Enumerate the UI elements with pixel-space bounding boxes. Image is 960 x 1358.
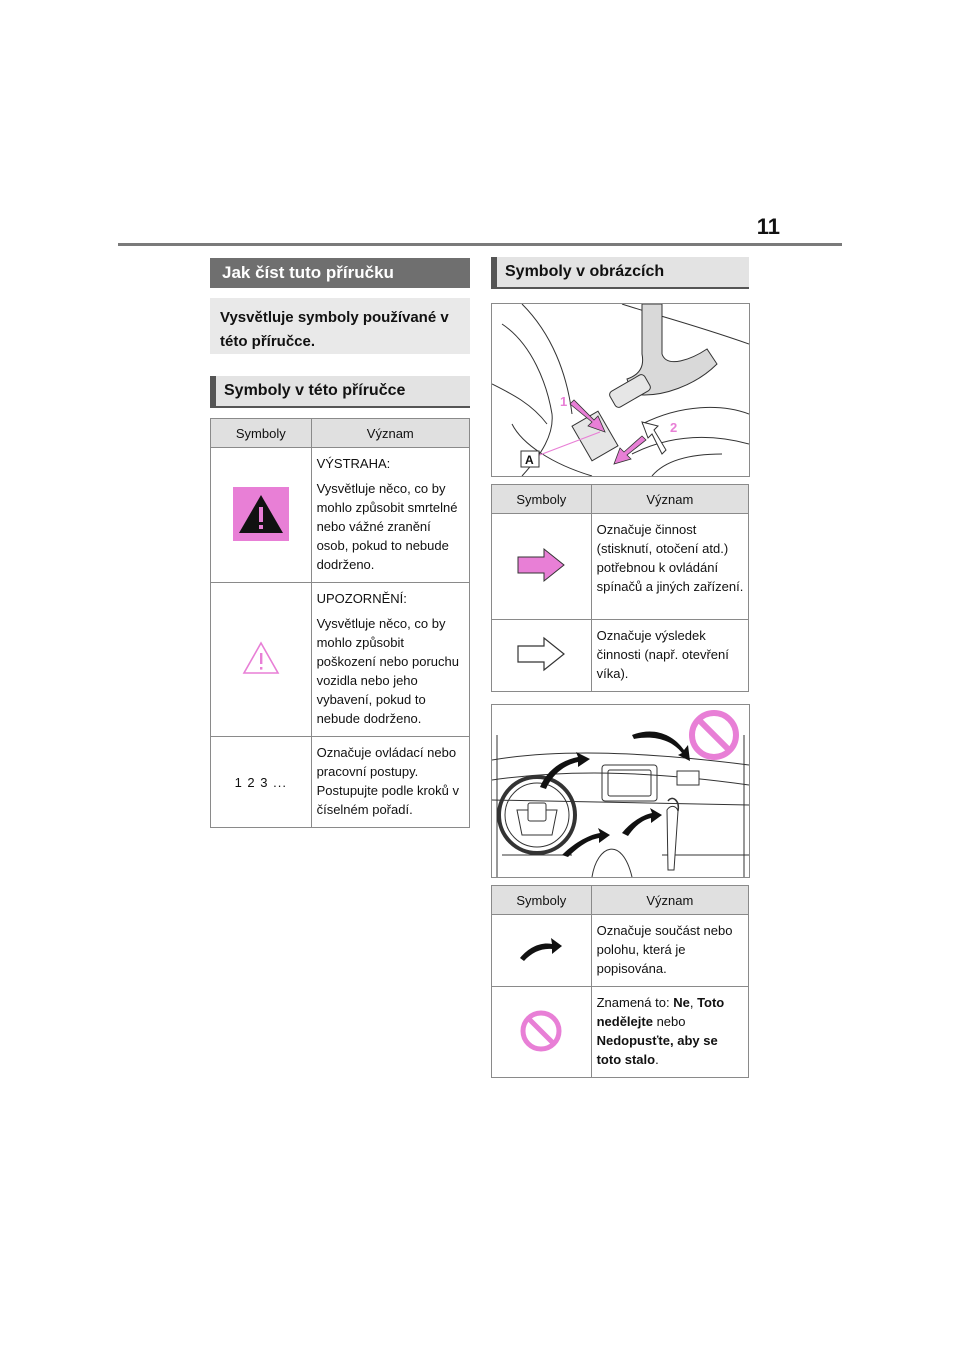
seatbelt-drawing bbox=[492, 304, 749, 476]
section-heading-symbols: Symboly v této příručce bbox=[210, 376, 470, 406]
row-text: Vysvětluje něco, co by mohlo způsobit smrtelné nebo vážné zranění osob, pokud to nebude dodrženo. bbox=[316, 481, 458, 572]
dashboard-illustration bbox=[491, 704, 750, 878]
prohibition-sep-1: , bbox=[689, 995, 698, 1010]
table-row bbox=[211, 448, 470, 583]
col-symbol-header: Symboly bbox=[492, 485, 592, 514]
label-1: 1 bbox=[560, 394, 568, 409]
prohibition-bold-1: Ne bbox=[673, 995, 690, 1010]
step-numbers-icon: 1 2 3 ... bbox=[234, 774, 287, 790]
row-title: VÝSTRAHA: bbox=[316, 456, 391, 471]
prohibition-icon bbox=[519, 1009, 563, 1053]
outline-arrow-icon bbox=[516, 636, 566, 672]
table-row bbox=[211, 737, 470, 828]
top-rule bbox=[118, 243, 842, 246]
table-row bbox=[492, 987, 749, 1078]
row-text: Označuje výsledek činnosti (např. otevření víka). bbox=[596, 628, 729, 681]
dashboard-drawing bbox=[492, 705, 749, 877]
prohibition-bold-2: Toto nedělejte bbox=[596, 995, 725, 1029]
page-number: 11 bbox=[756, 214, 780, 239]
col-meaning-header: Význam bbox=[591, 485, 748, 514]
col-meaning-header: Význam bbox=[311, 419, 469, 448]
row-text: Označuje ovládací nebo pracovní postupy. Postupujte podle kroků v číselném pořadí. bbox=[316, 745, 459, 817]
col-symbol-header: Symboly bbox=[492, 886, 592, 915]
prohibition-sep-2: nebo bbox=[652, 1014, 686, 1029]
figure-symbols-table-1 bbox=[491, 484, 749, 692]
section-heading-figures: Symboly v obrázcích bbox=[491, 257, 749, 287]
intro-text: Vysvětluje symboly používané v této příručce. bbox=[210, 298, 470, 354]
pink-arrow-icon bbox=[516, 547, 566, 583]
prohibition-end: . bbox=[655, 1052, 659, 1067]
row-text: Označuje činnost (stisknutí, otočení atd.) potřebnou k ovládání spínačů a jiných zařízení. bbox=[596, 522, 744, 594]
figure-symbols-table-2 bbox=[491, 885, 749, 1078]
col-meaning-header: Význam bbox=[591, 886, 748, 915]
label-a: A bbox=[525, 453, 534, 467]
section-rule bbox=[491, 287, 749, 289]
section-rule bbox=[210, 406, 470, 408]
col-symbol-header: Symboly bbox=[211, 419, 312, 448]
table-row bbox=[492, 915, 749, 987]
table-row bbox=[211, 583, 470, 737]
row-title: UPOZORNĚNÍ: bbox=[316, 591, 407, 606]
table-row bbox=[492, 620, 749, 692]
warning-triangle-filled-icon bbox=[233, 487, 289, 541]
curved-pointer-arrow-icon bbox=[518, 936, 564, 962]
prohibition-bold-3: Nedopusťte, aby se toto stalo bbox=[596, 1033, 718, 1067]
caution-triangle-outline-icon bbox=[241, 640, 281, 676]
label-2: 2 bbox=[670, 420, 678, 435]
row-text: Vysvětluje něco, co by mohlo způsobit poškození nebo poruchu vozidla nebo jeho vybavení, pokud to nebude dodrženo. bbox=[316, 616, 459, 726]
prohibition-prefix: Znamená to: bbox=[596, 995, 674, 1010]
seatbelt-illustration bbox=[491, 303, 750, 477]
main-heading: Jak číst tuto příručku bbox=[210, 258, 470, 288]
symbols-table bbox=[210, 418, 470, 828]
row-text: Označuje součást nebo polohu, která je popisována. bbox=[596, 923, 733, 976]
table-row bbox=[492, 514, 749, 620]
